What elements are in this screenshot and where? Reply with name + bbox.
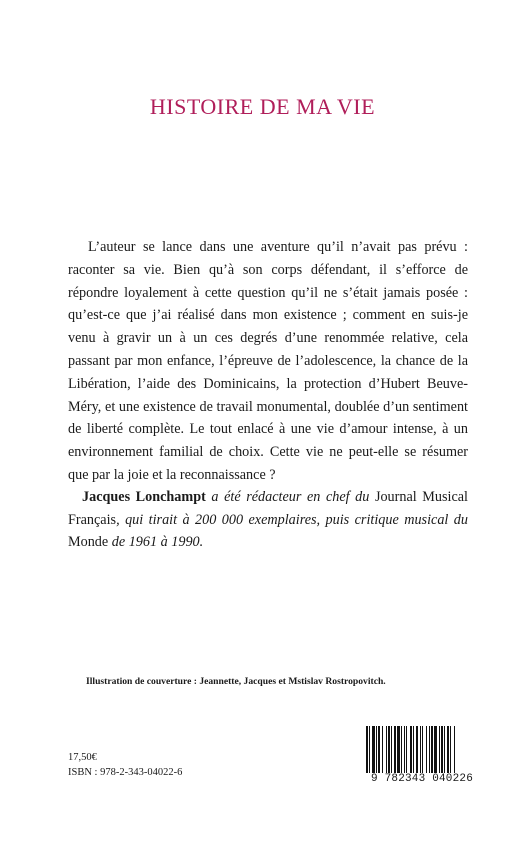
back-cover-blurb: L’auteur se lance dans une aventure qu’il n’avait pas prévu : raconter sa vie. Bien qu’à son corps défendant, il s’efforce de répondre loyalement à cette question qu’il ne s’était jamais posée : qu’est-ce que j’ai réalisé dans mon existence ; comment en suis-je venu à gravir un à un ces degrés d’une renommée relative, cela passant par mon enfance, l’épreuve de l’adolescence, la chance de la Libération, l’aide des Dominicains, la protection d’Hubert Beuve-Méry, et une existence de travail monumental, doublée d’un sentiment de liberté complète. Le tout enlacé à une vie d’amour intense, à un environnement familial de choix. Cette vie ne peut-elle se résumer que par la joie et la reconnaissance ? — [68, 239, 468, 483]
author-bio — [68, 486, 468, 554]
illustration-credit: Illustration de couverture : Jeannette, Jacques et Mstislav Rostropovitch. — [86, 676, 386, 687]
author-name: Jacques Lonchampt — [82, 489, 206, 505]
bio-text-2: , qui tirait à 200 000 exemplaires, puis critique musical du — [116, 511, 468, 528]
price: 17,50€ — [68, 752, 97, 763]
barcode-icon — [362, 726, 482, 796]
bio-text-3: de 1961 à 1990. — [108, 534, 204, 550]
barcode-digits: 9 782343 040226 — [362, 773, 482, 785]
isbn: ISBN : 978-2-343-04022-6 — [68, 767, 183, 778]
bio-text-1: a été rédacteur en chef du — [205, 489, 375, 505]
journal-name: Journal Musical Français — [68, 489, 468, 528]
newspaper-name: Monde — [68, 534, 109, 550]
book-title: HISTOIRE DE MA VIE — [149, 94, 376, 119]
